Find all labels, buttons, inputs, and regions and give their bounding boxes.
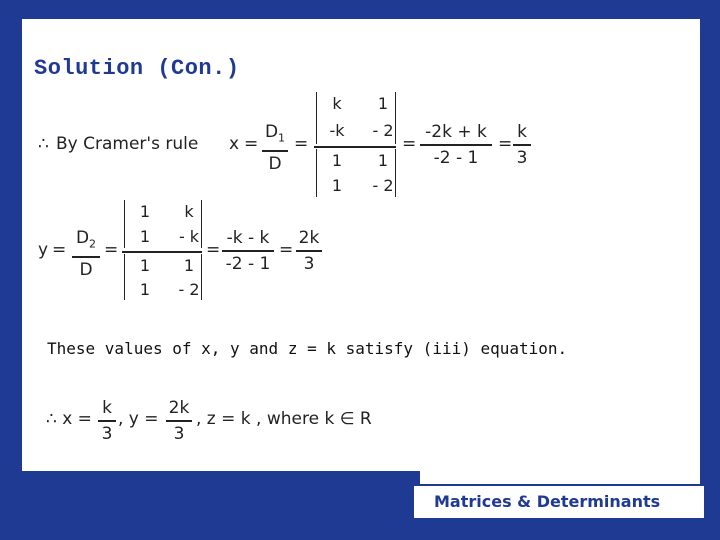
footer-banner: [414, 484, 704, 518]
numerator: $D_1$: [264, 122, 286, 145]
fraction-bar: [98, 420, 116, 422]
numerator: k: [102, 398, 112, 418]
x-result-fraction: [513, 122, 531, 168]
fraction-bar: [222, 250, 274, 252]
statement-text: These values of x, y and z = k satisfy (iii) equation.: [47, 339, 568, 358]
det-cell: 1: [183, 256, 195, 275]
fraction-bar: [513, 144, 531, 146]
x-fraction-d1-over-d: [262, 122, 288, 174]
therefore-symbol: ∴: [38, 134, 49, 154]
y-result-fraction: [296, 228, 322, 274]
det-cell: 1: [139, 256, 151, 275]
det-cell: 1: [331, 151, 343, 170]
denominator: 3: [101, 423, 113, 444]
det-cell: k: [184, 202, 194, 221]
y-fraction-d2-over-d: [72, 228, 100, 280]
y-variable: y: [38, 240, 49, 260]
det-cell: k: [332, 94, 342, 113]
numerator: -2k + k: [425, 122, 487, 142]
final-y-lhs: , y =: [118, 409, 159, 429]
fraction-bar: [296, 250, 322, 252]
equals-sign: =: [294, 134, 309, 154]
cramer-label: By Cramer's rule: [56, 134, 199, 154]
fraction-bar: [72, 256, 100, 258]
denominator: -2 - 1: [433, 147, 479, 168]
equals-sign: =: [104, 240, 119, 260]
equals-sign: =: [52, 240, 67, 260]
numerator: -k - k: [226, 228, 270, 248]
numerator: k: [517, 122, 527, 142]
numerator: 2k: [168, 398, 190, 418]
fraction-bar: [262, 150, 288, 152]
det-cell: 1: [139, 280, 151, 299]
denominator: D: [268, 153, 282, 174]
det-cell: 1: [139, 227, 151, 246]
x-simplified-fraction: [420, 122, 492, 168]
equals-sign: =: [498, 134, 513, 154]
numerator: $D_2$: [75, 228, 97, 251]
equals-sign: =: [279, 240, 294, 260]
x-denominator-determinant: [316, 149, 396, 197]
equals-sign: =: [402, 134, 417, 154]
slide-frame-band: [22, 471, 420, 517]
denominator: D: [79, 259, 93, 280]
det-cell: 1: [377, 151, 389, 170]
x-variable: x: [229, 134, 240, 154]
det-cell: -k: [329, 121, 345, 140]
final-x-lhs: ∴ x =: [46, 409, 92, 429]
fraction-bar: [166, 420, 192, 422]
det-cell: - 2: [178, 280, 200, 299]
x-numerator-determinant: [316, 92, 396, 144]
det-cell: 1: [139, 202, 151, 221]
det-cell: - 2: [372, 176, 394, 195]
numerator: 2k: [298, 228, 320, 248]
y-numerator-determinant: [124, 200, 202, 248]
final-tail: , z = k , where k ∈ R: [196, 409, 372, 429]
det-cell: 1: [331, 176, 343, 195]
det-cell: - 2: [372, 121, 394, 140]
denominator: 3: [303, 253, 315, 274]
y-denominator-determinant: [124, 254, 202, 300]
fraction-bar: [420, 144, 492, 146]
equals-sign: =: [244, 134, 259, 154]
fraction-bar: [314, 146, 396, 148]
slide-title: Solution (Con.): [34, 56, 240, 81]
y-simplified-fraction: [222, 228, 274, 274]
final-y-fraction: [166, 398, 192, 444]
fraction-bar: [122, 251, 202, 253]
equals-sign: =: [206, 240, 221, 260]
denominator: -2 - 1: [225, 253, 271, 274]
det-cell: - k: [178, 227, 200, 246]
footer-label: Matrices & Determinants: [434, 492, 661, 511]
denominator: 3: [516, 147, 528, 168]
det-cell: 1: [377, 94, 389, 113]
denominator: 3: [173, 423, 185, 444]
final-x-fraction: [98, 398, 116, 444]
